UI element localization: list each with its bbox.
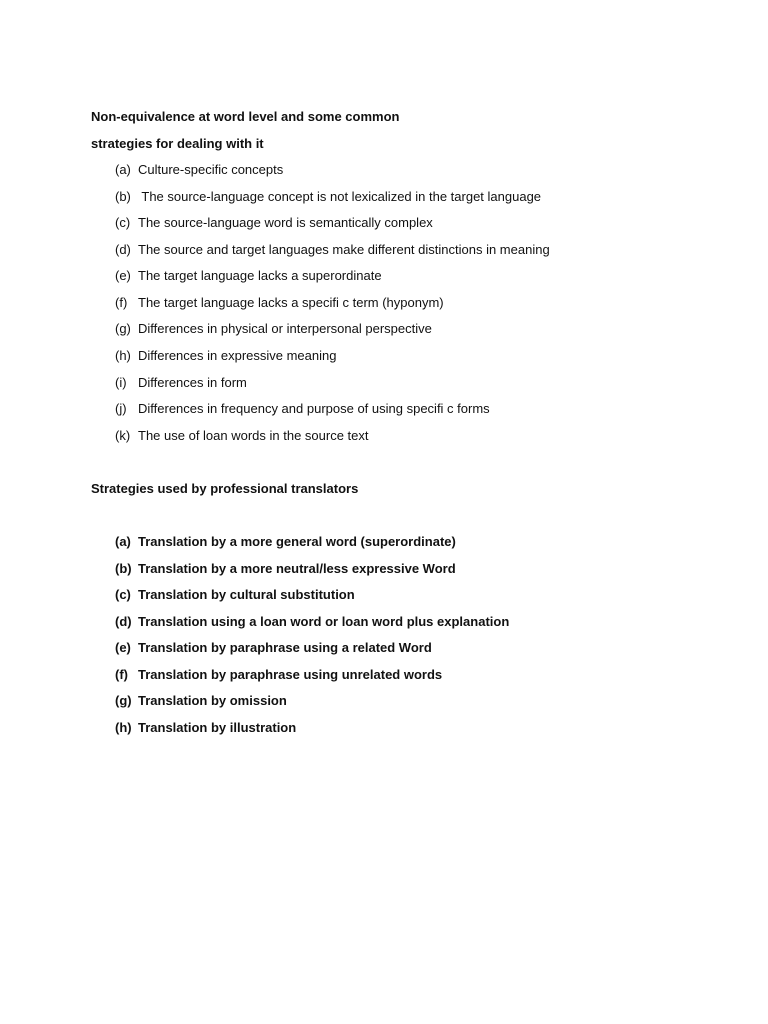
list-item-text: The source and target languages make different distinctions in meaning	[138, 242, 550, 257]
list-marker: (f)	[115, 295, 128, 310]
list-item-text: Culture-specific concepts	[138, 162, 284, 177]
list-marker: (c)	[115, 587, 131, 602]
title-line-1: Non-equivalence at word level and some common	[91, 109, 400, 124]
list-item	[115, 401, 490, 417]
list-item-text: Translation by paraphrase using a related Word	[138, 640, 432, 655]
list-item	[115, 428, 369, 444]
list-item	[115, 215, 433, 231]
title-line-2: strategies for dealing with it	[91, 136, 264, 151]
list-item	[115, 295, 444, 311]
list-item	[115, 587, 355, 603]
list-marker: (i)	[115, 375, 127, 390]
list-marker: (e)	[115, 268, 131, 283]
list-item-text: The target language lacks a superordinate	[138, 268, 382, 283]
list-item	[115, 321, 432, 337]
list-item	[115, 348, 336, 364]
list-item-text: The use of loan words in the source text	[138, 428, 369, 443]
list-item	[115, 534, 456, 550]
list-item-text: Translation by omission	[138, 693, 287, 708]
list-item-text: Differences in physical or interpersonal perspective	[138, 321, 432, 336]
list-item	[115, 189, 541, 205]
list-item	[115, 667, 442, 683]
list-item-text: The target language lacks a specifi c term (hyponym)	[138, 295, 444, 310]
list-marker: (f)	[115, 667, 128, 682]
list-item	[115, 162, 283, 178]
list-marker: (a)	[115, 534, 131, 549]
list-marker: (b)	[115, 561, 132, 576]
strategies-heading: Strategies used by professional translators	[91, 481, 359, 496]
list-marker: (h)	[115, 720, 132, 735]
list-marker: (g)	[115, 693, 132, 708]
list-item	[115, 640, 432, 656]
list-item-text: Translation by a more neutral/less expressive Word	[138, 561, 456, 576]
list-item-text: Differences in frequency and purpose of using specifi c forms	[138, 401, 490, 416]
list-item	[115, 268, 382, 284]
list-item	[115, 242, 550, 258]
list-item-text: Translation using a loan word or loan word plus explanation	[138, 614, 510, 629]
list-item-text: Translation by a more general word (superordinate)	[138, 534, 456, 549]
list-item-text: Differences in form	[138, 375, 247, 390]
list-marker: (d)	[115, 614, 132, 629]
list-item	[115, 614, 509, 630]
list-marker: (b)	[115, 189, 131, 204]
list-item-text: Translation by illustration	[138, 720, 297, 735]
list-item-text: The source-language word is semantically complex	[138, 215, 433, 230]
list-item-text: The source-language concept is not lexicalized in the target language	[138, 189, 542, 204]
list-marker: (c)	[115, 215, 131, 230]
list-item-text: Translation by paraphrase using unrelated words	[138, 667, 443, 682]
list-item	[115, 375, 247, 391]
list-marker: (g)	[115, 321, 131, 336]
list-item-text: Translation by cultural substitution	[138, 587, 355, 602]
list-marker: (k)	[115, 428, 131, 443]
list-marker: (a)	[115, 162, 131, 177]
list-marker: (e)	[115, 640, 131, 655]
list-marker: (j)	[115, 401, 127, 416]
list-item-text: Differences in expressive meaning	[138, 348, 337, 363]
list-item	[115, 561, 456, 577]
list-item	[115, 720, 296, 736]
list-marker: (d)	[115, 242, 131, 257]
list-item	[115, 693, 287, 709]
list-marker: (h)	[115, 348, 131, 363]
